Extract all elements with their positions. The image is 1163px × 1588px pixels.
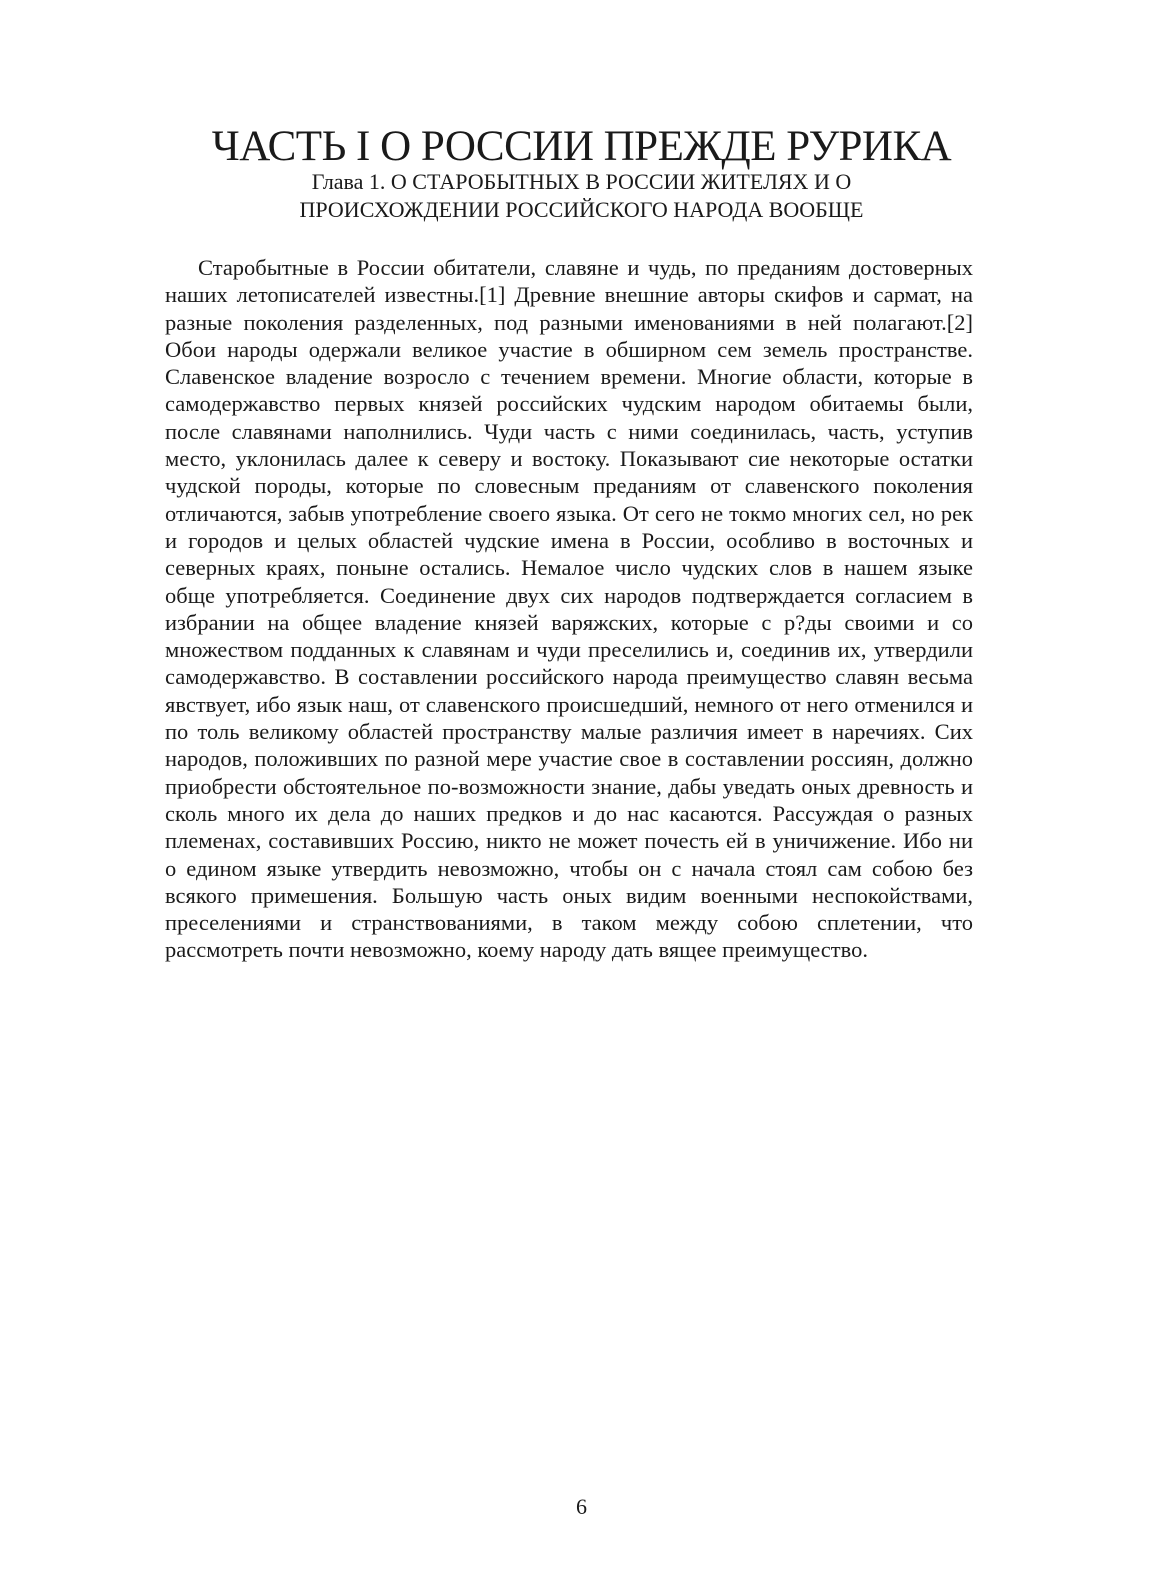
page-number: 6 — [576, 1494, 587, 1519]
body-paragraph: Старобытные в России обитатели, славяне и чудь, по преданиям достоверных наших летописателей известны.[1] Древние внешние авторы скифов и сармат, на разные поколения разделенных, под разными именованиями в ней полагают.[2] Обои народы одержали великое участие в обширном сем земель пространстве. Славенское владение возросло с течением времени. Многие области, которые в самодержавство первых князей российских чудским народом обитаемы были, после славянами наполнились. Чуди часть с ними соединилась, часть, уступив место, уклонилась далее к северу и востоку. Показывают сие некоторые остатки чудской породы, которые по словесным преданиям от славенского поколения отличаются, забыв употребление своего языка. От сего не токмо многих сел, но рек и городов и целых областей чудские имена в России, особливо в восточных и северных краях, поныне остались. Немалое число чудских слов в нашем языке обще употребляется. Соединение двух сих народов подтверждается согласием в избрании на общее владение князей варяжских, которые с р?ды своими и со множеством подданных к славянам и чуди преселились и, соединив их, утвердили самодержавство. В составлении российского народа преимущество славян весьма явствует, ибо язык наш, от славенского происшедший, немного от него отменился и по толь великому областей пространству малые различия имеет в наречиях. Сих народов, положивших по разной мере участие свое в составлении россиян, должно приобрести обстоятельное по-возможности знание, дабы уведать оных древность и сколь много их дела до наших предков и до нас касаются. Рассуждая о разных племенах, составивших Россию, никто не может почесть ей в уничижение. Ибо ни о едином языке утвердить невозможно, чтобы он с начала стоял сам собою без всякого примешения. Большую часть оных видим военными неспокойствами, преселениями и странствованиями, в таком между собою сплетении, что рассмотреть почти невозможно, коему народу дать вящее преимущество. — [165, 255, 973, 963]
chapter-title-line-1: Глава 1. О СТАРОБЫТНЫХ В РОССИИ ЖИТЕЛЯХ И О — [311, 169, 852, 194]
chapter-title — [0, 168, 1163, 224]
part-title: ЧАСТЬ I О РОССИИ ПРЕЖДЕ РУРИКА — [211, 123, 952, 170]
chapter-title-line-2: ПРОИСХОЖДЕНИИ РОССИЙСКОГО НАРОДА ВООБЩЕ — [299, 197, 864, 222]
